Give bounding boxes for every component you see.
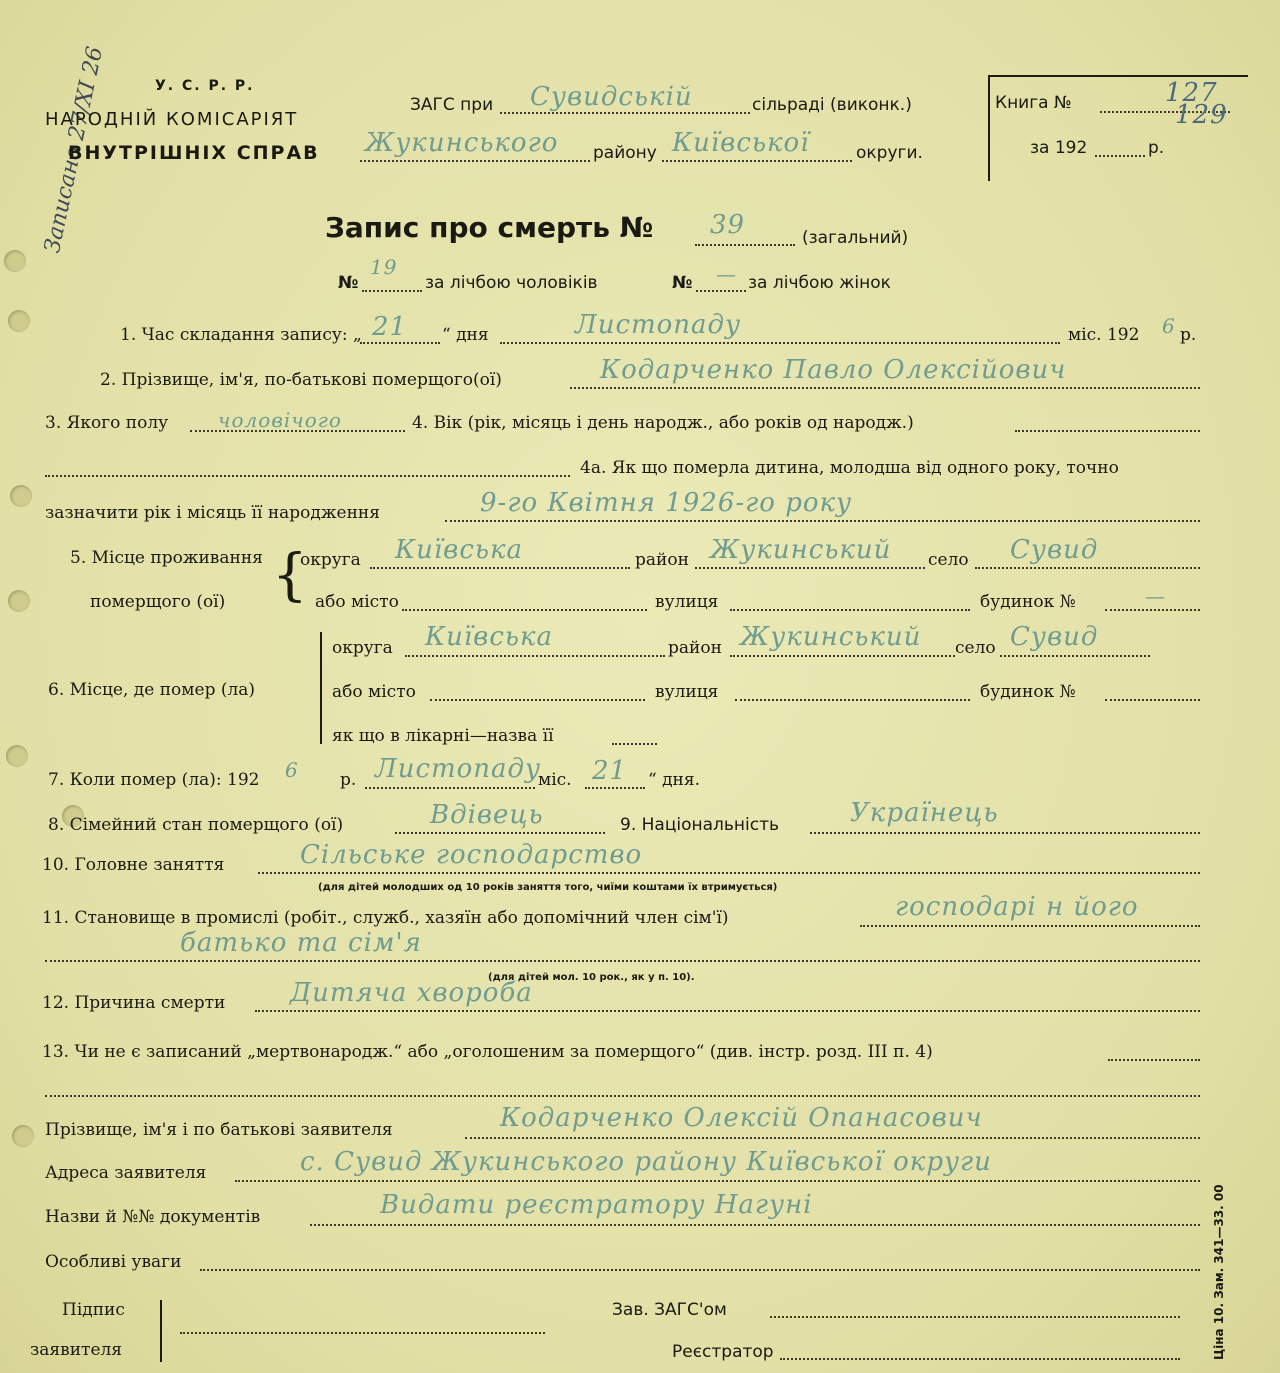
f9-label: 9. Національність — [620, 815, 780, 835]
year-number: 129 — [1175, 100, 1228, 130]
f6-label: 6. Місце, де помер (ла) — [48, 680, 256, 700]
f7-label: 7. Коли помер (ла): 192 — [48, 770, 260, 790]
women-number: — — [716, 262, 737, 286]
signature-bracket — [160, 1300, 162, 1362]
f1-month-label: міс. 192 — [1068, 325, 1140, 345]
f3-label: 3. Якого полу — [45, 413, 169, 433]
f4a-label: 4а. Як що померла дитина, молодша від одного року, точно — [580, 458, 1119, 478]
zags-at-label: ЗАГС при — [410, 95, 494, 115]
f2-value: Кодарченко Павло Олексійович — [600, 355, 1067, 385]
f5-raion-value: Жукинський — [710, 535, 892, 565]
f7-day: 21 — [592, 756, 628, 786]
f6-vulytsia-label: вулиця — [655, 682, 719, 702]
f7-year: 6 — [285, 758, 299, 782]
women-prefix: № — [672, 273, 693, 293]
f6-okruga-value: Київська — [425, 622, 554, 652]
f6-okruga-label: округа — [332, 638, 393, 658]
f11-note: (для дітей мол. 10 рок., як у п. 10). — [488, 972, 695, 983]
f10-label: 10. Головне заняття — [42, 855, 225, 875]
f5-selo-value: Сувид — [1010, 535, 1099, 565]
applicant-signature-line — [180, 1332, 545, 1334]
f6-selo-label: село — [955, 638, 996, 658]
applicant-name-value: Кодарченко Олексій Опанасович — [500, 1103, 983, 1133]
f6-raion-value: Жукинський — [740, 622, 922, 652]
f4a-value: 9-го Квітня 1926-го року — [480, 488, 853, 518]
binding-hole — [8, 590, 30, 612]
men-prefix: № — [338, 273, 359, 293]
f1-year: 6 — [1162, 314, 1176, 338]
commissariat-line1: НАРОДНІЙ КОМІСАРІЯТ — [45, 109, 299, 130]
f5-selo-label: село — [928, 550, 969, 570]
selrada-label: сільраді (виконк.) — [752, 95, 912, 115]
raion-value: Жукинського — [365, 128, 559, 158]
binding-hole — [4, 250, 26, 272]
f6-misto-label: або місто — [332, 682, 416, 702]
f6-hospital-label: як що в лікарні—назва її — [332, 726, 554, 746]
f7-r: р. — [340, 770, 357, 790]
f6-bracket — [320, 632, 322, 744]
f5-brace: { — [272, 543, 308, 608]
f11-value-2: батько та сім'я — [180, 928, 422, 958]
commissariat-line2: ВНУТРІШНІХ СПРАВ — [68, 142, 320, 164]
applicant-addr-value: с. Сувид Жукинського району Київської округи — [300, 1147, 992, 1177]
record-title: Запис про смерть № — [325, 211, 654, 244]
f12-label: 12. Причина смерти — [42, 993, 226, 1013]
f4-label: 4. Вік (рік, місяць і день народж., або років од народж.) — [412, 413, 914, 433]
book-box-border — [988, 75, 990, 181]
registrar-signature-line — [780, 1358, 1180, 1360]
f5-okruga-value: Київська — [395, 535, 524, 565]
f7-day-label: “ дня. — [648, 770, 701, 790]
f7-month: Листопаду — [375, 754, 542, 784]
binding-hole — [6, 745, 28, 767]
head-label: Зав. ЗАГС'ом — [612, 1300, 727, 1320]
men-label: за лічбою чоловіків — [425, 273, 598, 293]
f5-okruga-label: округа — [300, 550, 361, 570]
margin-note: Записано 27/XI 26 — [40, 44, 109, 256]
f4a-cont: зазначити рік і місяць її народження — [45, 503, 380, 523]
f10-value: Сільське господарство — [300, 840, 643, 870]
f6-budynok-label: будинок № — [980, 682, 1076, 702]
f1-label: 1. Час складання запису: „ — [120, 325, 362, 345]
f5-budynok-value: — — [1145, 584, 1166, 608]
f1-day: 21 — [372, 312, 408, 342]
applicant-addr-label: Адреса заявителя — [45, 1163, 207, 1183]
f13-label: 13. Чи не є записаний „мертвонародж.“ або „оголошеним за померщого“ (див. інстр. розд. III п. 4) — [42, 1042, 933, 1062]
f1-year-suffix: р. — [1180, 325, 1197, 345]
f7-mis: міс. — [538, 770, 572, 790]
sign-label-2: заявителя — [30, 1340, 123, 1360]
f5-vulytsia-label: вулиця — [655, 592, 719, 612]
f10-note: (для дітей молодших од 10 років заняття того, чиїми коштами їх втримується) — [318, 882, 778, 893]
registrar-label: Реєстратор — [672, 1342, 774, 1362]
f3-value: чоловічого — [218, 408, 342, 432]
record-number: 39 — [710, 210, 746, 240]
f5-budynok-label: будинок № — [980, 592, 1076, 612]
women-label: за лічбою жінок — [748, 273, 891, 293]
f2-label: 2. Прізвище, ім'я, по-батькові померщого(ої) — [100, 370, 502, 390]
binding-hole — [10, 485, 32, 507]
f5-raion-label: район — [635, 550, 689, 570]
f5-label-1: 5. Місце проживання — [70, 548, 263, 568]
f1-month: Листопаду — [575, 310, 742, 340]
f6-selo-value: Сувид — [1010, 622, 1099, 652]
book-number: 127 — [1165, 78, 1218, 108]
f6-raion-label: район — [668, 638, 722, 658]
sign-label-1: Підпис — [62, 1300, 125, 1320]
remarks-label: Особливі уваги — [45, 1252, 182, 1272]
printer-mark: Ціна 10. Зам. 341—33. 00 — [1212, 1184, 1226, 1360]
f12-value: Дитяча хвороба — [290, 978, 533, 1008]
docs-label: Назви й №№ документів — [45, 1207, 261, 1227]
f1-day-label: “ дня — [442, 325, 489, 345]
f8-label: 8. Сімейний стан померщого (ої) — [48, 815, 344, 835]
head-signature-line — [770, 1316, 1180, 1318]
f8-value: Вдівець — [430, 800, 544, 830]
republic-label: У. С. Р. Р. — [155, 78, 255, 94]
raion-label: району — [593, 143, 657, 163]
book-label: Книга № — [995, 93, 1072, 113]
docs-value: Видати реєстратору Нагуні — [380, 1190, 813, 1220]
applicant-name-label: Прізвище, ім'я і по батькові заявителя — [45, 1120, 393, 1140]
f11-label: 11. Становище в промислі (робіт., служб., хазяїн або допомічний член сім'ї) — [42, 908, 729, 928]
binding-hole — [8, 310, 30, 332]
f5-misto-label: або місто — [315, 592, 399, 612]
zags-village-value: Сувидській — [530, 82, 693, 112]
general-label: (загальний) — [802, 228, 909, 248]
year-suffix: р. — [1148, 138, 1165, 158]
okruga-value: Київської — [672, 128, 810, 158]
f9-value: Українець — [850, 798, 999, 828]
f11-value-1: господарі н його — [895, 892, 1139, 922]
f5-label-2: померщого (ої) — [90, 592, 226, 612]
men-number: 19 — [370, 255, 398, 279]
year-label: за 192 — [1030, 138, 1088, 158]
okruga-label: округи. — [856, 143, 923, 163]
binding-hole — [12, 1125, 34, 1147]
